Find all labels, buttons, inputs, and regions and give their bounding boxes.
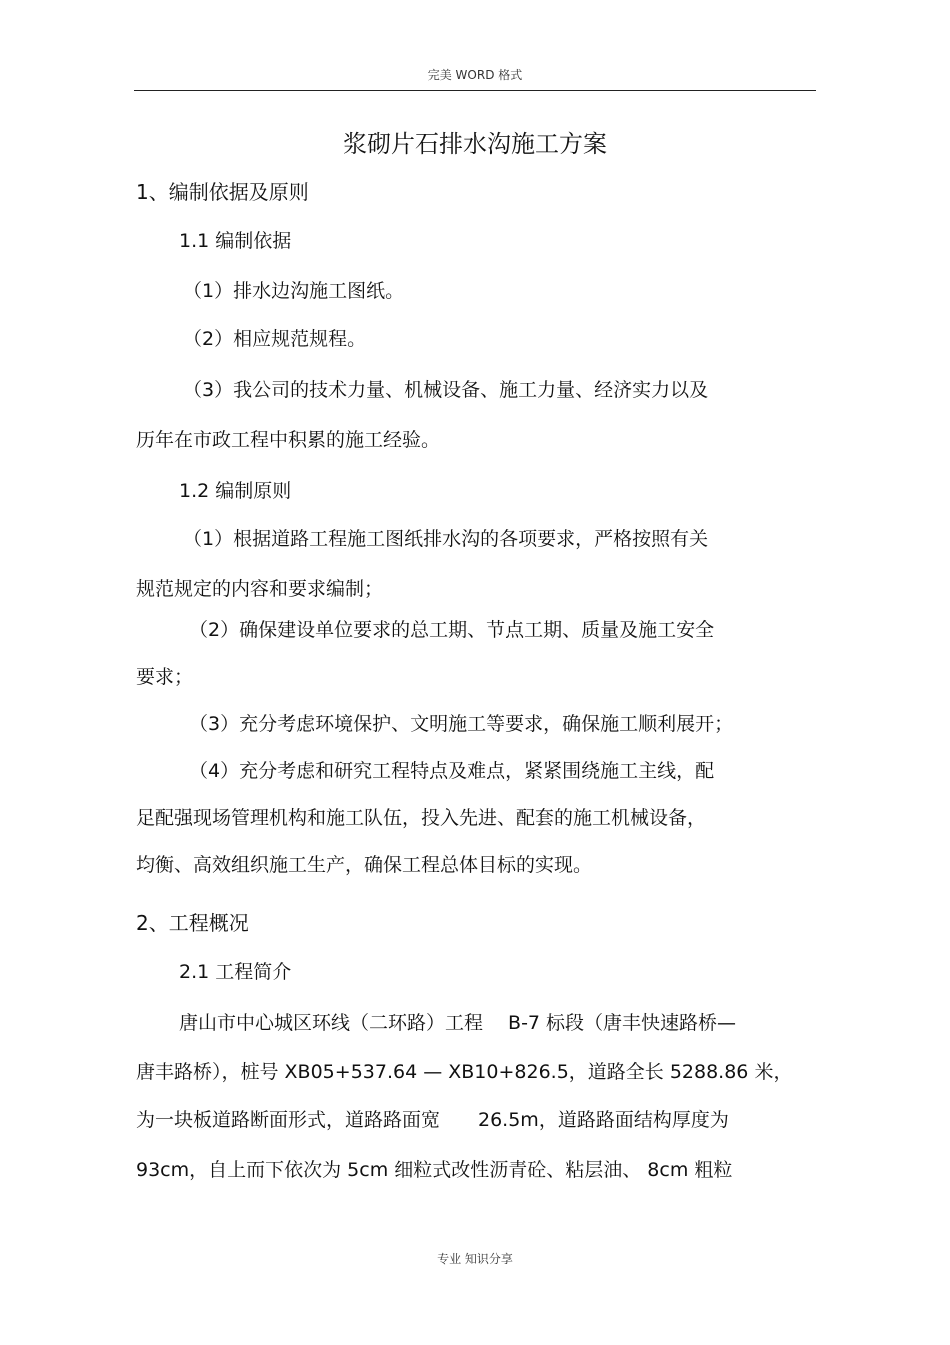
section-1-1-heading: 1.1 编制依据 (179, 230, 292, 252)
page-footer: 专业 知识分享 (437, 1252, 513, 1266)
section-1-heading: 1、编制依据及原则 (136, 180, 309, 204)
paragraph-line: （3）充分考虑环境保护、文明施工等要求，确保施工顺利展开； (189, 713, 734, 735)
paragraph-line: （2）确保建设单位要求的总工期、节点工期、质量及施工安全 (189, 619, 715, 641)
section-2-1-heading: 2.1 工程简介 (179, 961, 292, 983)
paragraph-line: 93cm，自上而下依次为 5cm 细粒式改性沥青砼、粘层油、 8cm 粗粒 (136, 1159, 733, 1181)
paragraph-line: （3）我公司的技术力量、机械设备、施工力量、经济实力以及 (183, 379, 709, 401)
section-1-2-heading: 1.2 编制原则 (179, 480, 292, 502)
paragraph-line: 均衡、高效组织施工生产，确保工程总体目标的实现。 (136, 854, 593, 876)
header-divider (134, 90, 816, 91)
paragraph-line: （1）根据道路工程施工图纸排水沟的各项要求，严格按照有关 (183, 528, 709, 550)
paragraph-line: （2）相应规范规程。 (183, 328, 367, 350)
paragraph-line: 规范规定的内容和要求编制； (136, 578, 384, 600)
page-header: 完美 WORD 格式 (427, 68, 523, 82)
paragraph-line: 足配强现场管理机构和施工队伍，投入先进、配套的施工机械设备， (136, 807, 707, 829)
section-2-heading: 2、工程概况 (136, 911, 249, 935)
paragraph-line: 唐山市中心城区环线（二环路）工程 B-7 标段（唐丰快速路桥— (179, 1012, 737, 1034)
paragraph-line: 唐丰路桥），桩号 XB05+537.64 — XB10+826.5，道路全长 5288.86 米， (136, 1061, 793, 1083)
document-title: 浆砌片石排水沟施工方案 (343, 130, 607, 158)
paragraph-line: （1）排水边沟施工图纸。 (183, 280, 405, 302)
paragraph-line: （4）充分考虑和研究工程特点及难点，紧紧围绕施工主线，配 (189, 760, 715, 782)
paragraph-line: 为一块板道路断面形式，道路路面宽 26.5m，道路路面结构厚度为 (136, 1109, 729, 1131)
paragraph-line: 要求； (136, 666, 194, 688)
paragraph-line: 历年在市政工程中积累的施工经验。 (136, 429, 441, 451)
